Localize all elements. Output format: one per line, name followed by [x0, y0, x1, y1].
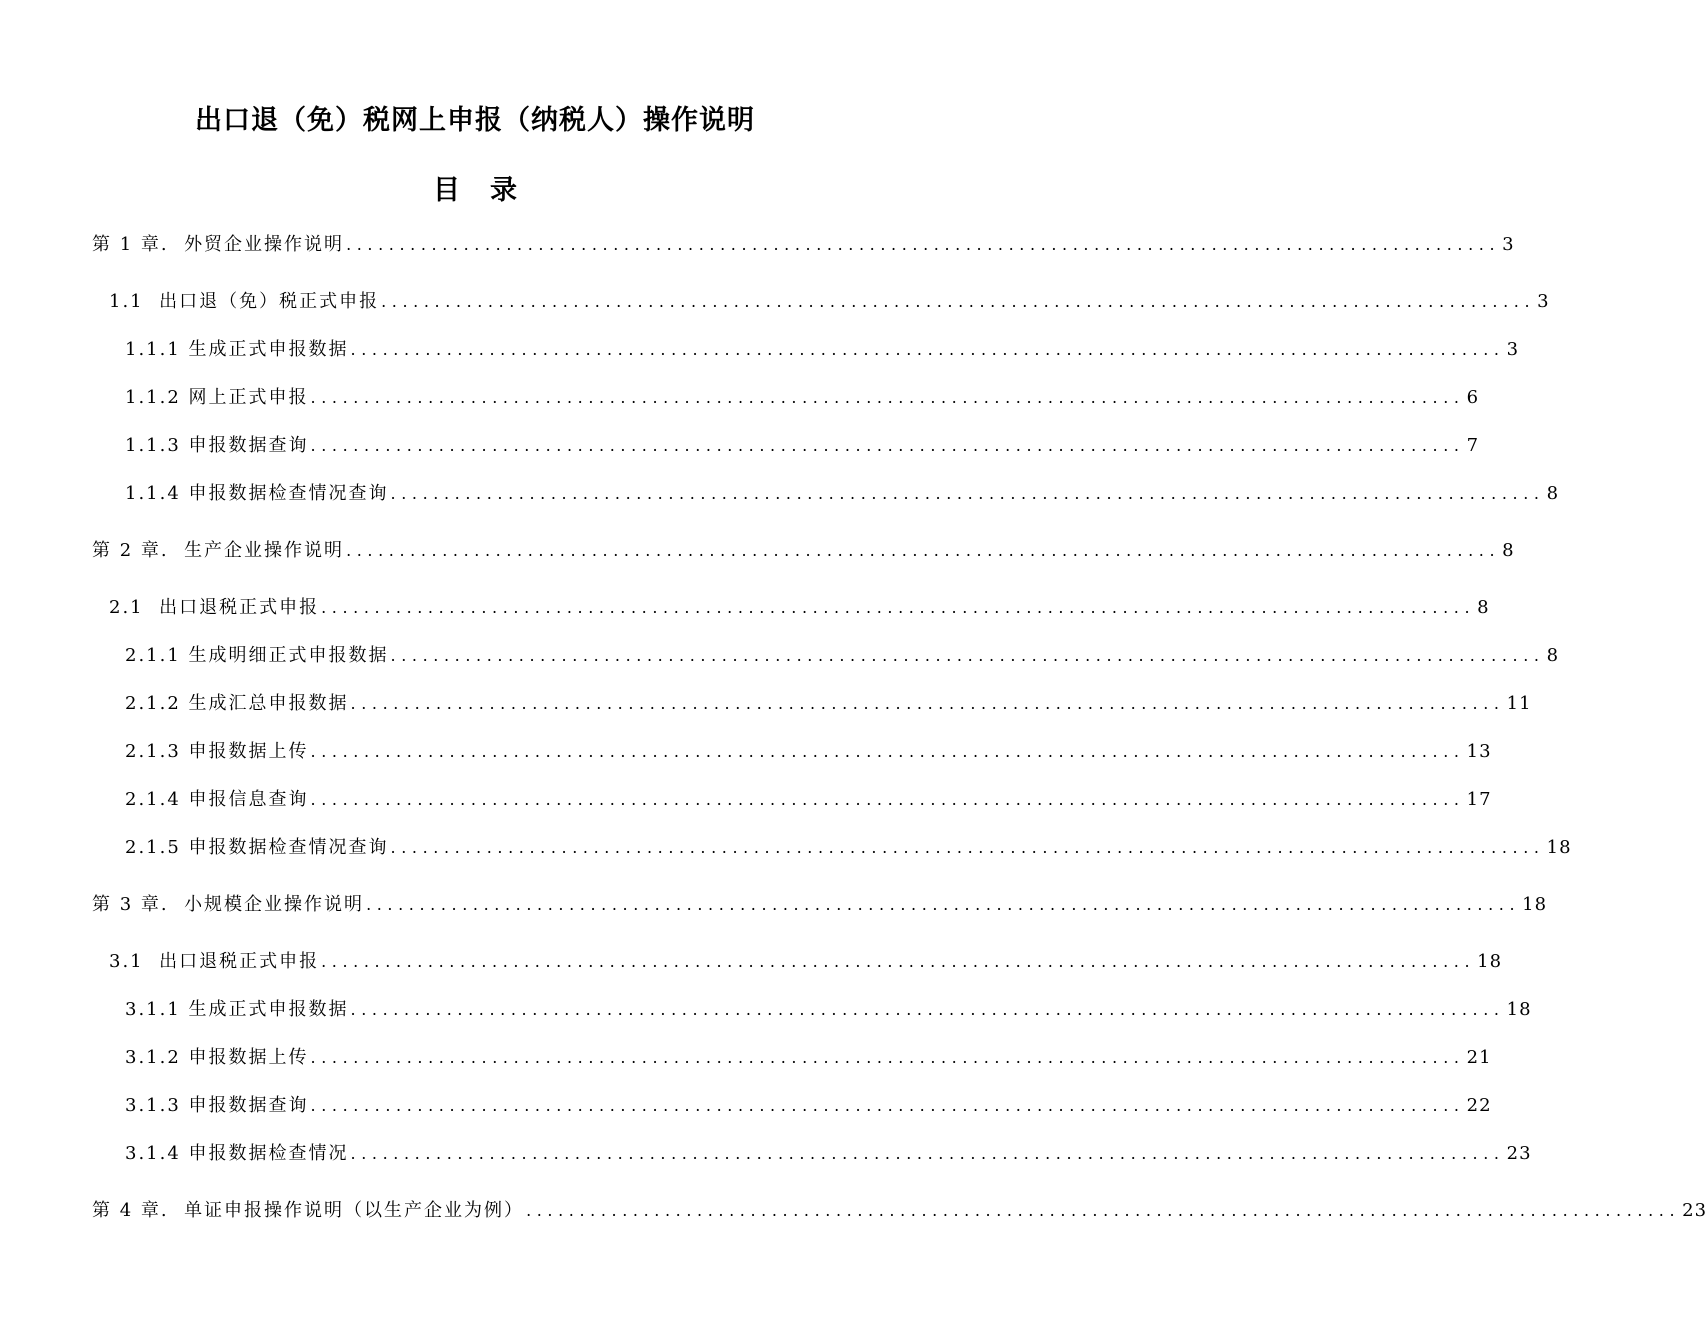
- toc-entry-subsection-2-1-2[interactable]: [125, 689, 1532, 717]
- entry-title: 出口退税正式申报: [159, 951, 320, 972]
- toc-entry-subsection-2-1-1[interactable]: [125, 641, 1560, 669]
- dot-leader: ............................................................................................................: [390, 484, 1545, 503]
- dot-leader: ............................................................................................................: [346, 541, 1501, 560]
- entry-number: 第 4 章.: [92, 1200, 185, 1221]
- dot-leader: ............................................................................................................: [310, 790, 1465, 809]
- entry-number: 第 3 章.: [92, 894, 185, 915]
- entry-title: 生成明细正式申报数据: [188, 645, 389, 666]
- entry-page-number: 23: [1506, 1143, 1532, 1164]
- toc-entry-chapter-3[interactable]: [92, 890, 1548, 918]
- entry-title: 申报数据检查情况: [188, 1143, 349, 1164]
- entry-number: 2.1.5: [125, 837, 189, 858]
- entry-page-number: 8: [1477, 597, 1490, 618]
- entry-number: 1.1: [109, 291, 160, 312]
- entry-title: 出口退（免）税正式申报: [159, 291, 380, 312]
- dot-leader: ............................................................................................................: [310, 742, 1465, 761]
- toc-entry-section-1-1[interactable]: [109, 287, 1550, 315]
- toc-entry-chapter-2[interactable]: [92, 536, 1515, 564]
- entry-number: 3.1.1: [125, 999, 189, 1020]
- toc-entry-subsection-2-1-3[interactable]: [125, 737, 1492, 765]
- dot-leader: ............................................................................................................: [310, 1048, 1465, 1067]
- entry-title: 网上正式申报: [188, 387, 309, 408]
- entry-page-number: 23: [1682, 1200, 1707, 1221]
- dot-leader: ............................................................................................................: [350, 340, 1505, 359]
- entry-page-number: 8: [1546, 483, 1560, 504]
- entry-title: 小规模企业操作说明: [184, 894, 365, 915]
- dot-leader: ............................................................................................................: [321, 952, 1476, 971]
- entry-page-number: 7: [1466, 435, 1480, 456]
- dot-leader: ............................................................................................................: [390, 646, 1545, 665]
- entry-title: 生成正式申报数据: [188, 999, 349, 1020]
- dot-leader: ............................................................................................................: [346, 235, 1501, 254]
- entry-number: 2.1.1: [125, 645, 189, 666]
- entry-number: 3.1: [109, 951, 160, 972]
- toc-entry-subsection-2-1-4[interactable]: [125, 785, 1492, 813]
- entry-number: 1.1.1: [125, 339, 189, 360]
- dot-leader: ............................................................................................................: [526, 1201, 1681, 1220]
- toc-entry-section-3-1[interactable]: [109, 947, 1503, 975]
- entry-title: 生成正式申报数据: [188, 339, 349, 360]
- dot-leader: ............................................................................................................: [366, 895, 1521, 914]
- entry-number: 3.1.2: [125, 1047, 189, 1068]
- entry-number: 1.1.3: [125, 435, 189, 456]
- toc-entry-subsection-3-1-3[interactable]: [125, 1091, 1492, 1119]
- document-title: 出口退（免）税网上申报（纳税人）操作说明: [195, 105, 755, 136]
- dot-leader: ............................................................................................................: [350, 1000, 1505, 1019]
- entry-title: 生成汇总申报数据: [188, 693, 349, 714]
- entry-number: 第 1 章.: [92, 234, 185, 255]
- dot-leader: ............................................................................................................: [321, 598, 1476, 617]
- toc-entry-subsection-3-1-1[interactable]: [125, 995, 1532, 1023]
- dot-leader: ............................................................................................................: [381, 292, 1536, 311]
- entry-title: 申报数据检查情况查询: [188, 837, 389, 858]
- toc-entry-subsection-3-1-2[interactable]: [125, 1043, 1492, 1071]
- entry-number: 2.1: [109, 597, 160, 618]
- toc-entry-subsection-1-1-3[interactable]: [125, 431, 1480, 459]
- entry-number: 第 2 章.: [92, 540, 185, 561]
- entry-title: 申报数据上传: [188, 741, 309, 762]
- toc-entry-chapter-1[interactable]: [92, 230, 1515, 258]
- entry-number: 3.1.3: [125, 1095, 189, 1116]
- entry-title: 申报信息查询: [188, 789, 309, 810]
- entry-page-number: 22: [1466, 1095, 1492, 1116]
- entry-title: 单证申报操作说明（以生产企业为例）: [184, 1200, 525, 1221]
- entry-page-number: 17: [1466, 789, 1492, 810]
- entry-title: 生产企业操作说明: [184, 540, 345, 561]
- entry-title: 申报数据检查情况查询: [188, 483, 389, 504]
- entry-page-number: 8: [1546, 645, 1560, 666]
- entry-page-number: 18: [1546, 837, 1572, 858]
- entry-page-number: 18: [1506, 999, 1532, 1020]
- dot-leader: ............................................................................................................: [350, 1144, 1505, 1163]
- dot-leader: ............................................................................................................: [310, 436, 1465, 455]
- entry-title: 申报数据上传: [188, 1047, 309, 1068]
- entry-title: 外贸企业操作说明: [184, 234, 345, 255]
- dot-leader: ............................................................................................................: [310, 1096, 1465, 1115]
- entry-number: 1.1.4: [125, 483, 189, 504]
- entry-title: 出口退税正式申报: [159, 597, 320, 618]
- entry-page-number: 11: [1506, 693, 1532, 714]
- entry-number: 3.1.4: [125, 1143, 189, 1164]
- dot-leader: ............................................................................................................: [350, 694, 1505, 713]
- entry-page-number: 6: [1466, 387, 1480, 408]
- entry-title: 申报数据查询: [188, 1095, 309, 1116]
- toc-entry-subsection-1-1-4[interactable]: [125, 479, 1560, 507]
- entry-page-number: 21: [1466, 1047, 1492, 1068]
- toc-entry-subsection-2-1-5[interactable]: [125, 833, 1572, 861]
- toc-entry-chapter-4[interactable]: [92, 1196, 1707, 1224]
- toc-entry-subsection-1-1-1[interactable]: [125, 335, 1520, 363]
- dot-leader: ............................................................................................................: [310, 388, 1465, 407]
- entry-number: 2.1.2: [125, 693, 189, 714]
- entry-page-number: 3: [1537, 291, 1550, 312]
- entry-number: 2.1.4: [125, 789, 189, 810]
- entry-number: 1.1.2: [125, 387, 189, 408]
- entry-page-number: 8: [1502, 540, 1515, 561]
- entry-page-number: 3: [1502, 234, 1515, 255]
- toc-entry-subsection-1-1-2[interactable]: [125, 383, 1480, 411]
- entry-number: 2.1.3: [125, 741, 189, 762]
- entry-page-number: 18: [1477, 951, 1503, 972]
- entry-page-number: 3: [1506, 339, 1520, 360]
- toc-entry-section-2-1[interactable]: [109, 593, 1490, 621]
- dot-leader: ............................................................................................................: [390, 838, 1545, 857]
- entry-page-number: 13: [1466, 741, 1492, 762]
- entry-page-number: 18: [1522, 894, 1548, 915]
- toc-entry-subsection-3-1-4[interactable]: [125, 1139, 1532, 1167]
- toc-heading: 目录: [433, 175, 547, 206]
- entry-title: 申报数据查询: [188, 435, 309, 456]
